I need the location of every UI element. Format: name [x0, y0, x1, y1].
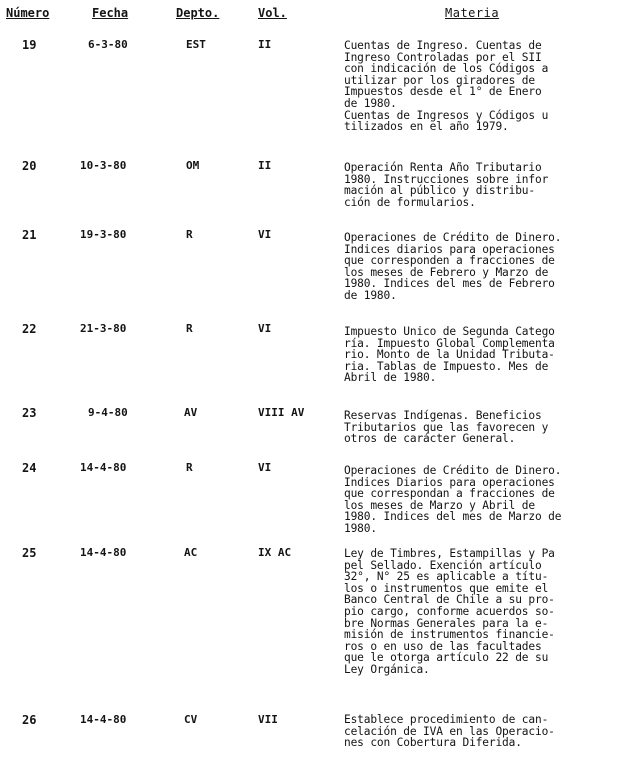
row-vol: VII — [258, 713, 278, 726]
row-numero: 24 — [22, 461, 37, 475]
row-materia: Operación Renta Año Tributario 1980. Instrucciones sobre infor mación al público y distribu- ción de formularios. — [344, 161, 549, 209]
row-numero: 20 — [22, 159, 37, 173]
row-fecha: 14-4-80 — [80, 713, 127, 726]
row-vol: VIII AV — [258, 406, 305, 419]
row-numero: 23 — [22, 406, 37, 420]
row-numero: 21 — [22, 228, 37, 242]
header-depto: Depto. — [176, 6, 220, 20]
row-materia: Operaciones de Crédito de Dinero. Indices diarios para operaciones que corresponden a fracciones de los meses de Febrero y Marzo de 1980. Indices del mes de Febrero de 1980. — [344, 231, 562, 302]
row-fecha: 9-4-80 — [88, 406, 128, 419]
row-fecha: 19-3-80 — [80, 228, 127, 241]
row-materia: Operaciones de Crédito de Dinero. Indices Diarios para operaciones que correspondan a fracciones de los meses de Marzo y Abril de 1980. Indices del mes de Marzo de 1980. — [344, 464, 562, 535]
row-materia: Impuesto Unico de Segunda Catego ría. Impuesto Global Complementa rio. Monto de la Unidad Tributa- ria. Tablas de Impuesto. Mes de Abril de 1980. — [344, 325, 555, 385]
row-numero: 26 — [22, 713, 37, 727]
row-fecha: 14-4-80 — [80, 546, 127, 559]
header-materia: Materia — [445, 6, 500, 20]
row-depto: OM — [186, 159, 200, 172]
row-materia: Ley de Timbres, Estampillas y Pa pel Sellado. Exención artículo 32°, N° 25 es aplicable a títu- los o instrumentos que emite el Banco Central de Chile a su pro- pio cargo, conforme acuerdos so- bre Normas Generales para la e- misión de instrumentos financie- ros o en uso de las facultades que le otorga artículo 22 de su Ley Orgánica. — [344, 547, 555, 676]
row-vol: VI — [258, 461, 272, 474]
header-numero: Número — [6, 6, 50, 20]
row-depto: AV — [184, 406, 198, 419]
row-materia: Reservas Indígenas. Beneficios Tributarios que las favorecen y otros de carácter General. — [344, 409, 549, 446]
row-depto: R — [186, 228, 193, 241]
row-depto: CV — [184, 713, 198, 726]
row-fecha: 21-3-80 — [80, 322, 127, 335]
row-vol: II — [258, 159, 272, 172]
row-vol: II — [258, 38, 272, 51]
row-numero: 19 — [22, 38, 37, 52]
row-vol: VI — [258, 322, 272, 335]
row-depto: R — [186, 322, 193, 335]
header-fecha: Fecha — [92, 6, 129, 20]
row-materia: Establece procedimiento de can- celación de IVA en las Operacio- nes con Cobertura Diferida. — [344, 713, 555, 750]
row-fecha: 10-3-80 — [80, 159, 127, 172]
row-numero: 22 — [22, 322, 37, 336]
row-fecha: 6-3-80 — [88, 38, 128, 51]
row-depto: EST — [186, 38, 206, 51]
header-vol: Vol. — [258, 6, 287, 20]
row-fecha: 14-4-80 — [80, 461, 127, 474]
row-vol: IX AC — [258, 546, 292, 559]
row-vol: VI — [258, 228, 272, 241]
row-depto: R — [186, 461, 193, 474]
row-numero: 25 — [22, 546, 37, 560]
row-materia: Cuentas de Ingreso. Cuentas de Ingreso Controladas por el SII con indicación de los Códigos a utilizar por los giradores de Impuestos desde el 1° de Enero de 1980. Cuentas de Ingresos y Códigos u tilizados en el año 1979. — [344, 39, 549, 134]
row-depto: AC — [184, 546, 198, 559]
